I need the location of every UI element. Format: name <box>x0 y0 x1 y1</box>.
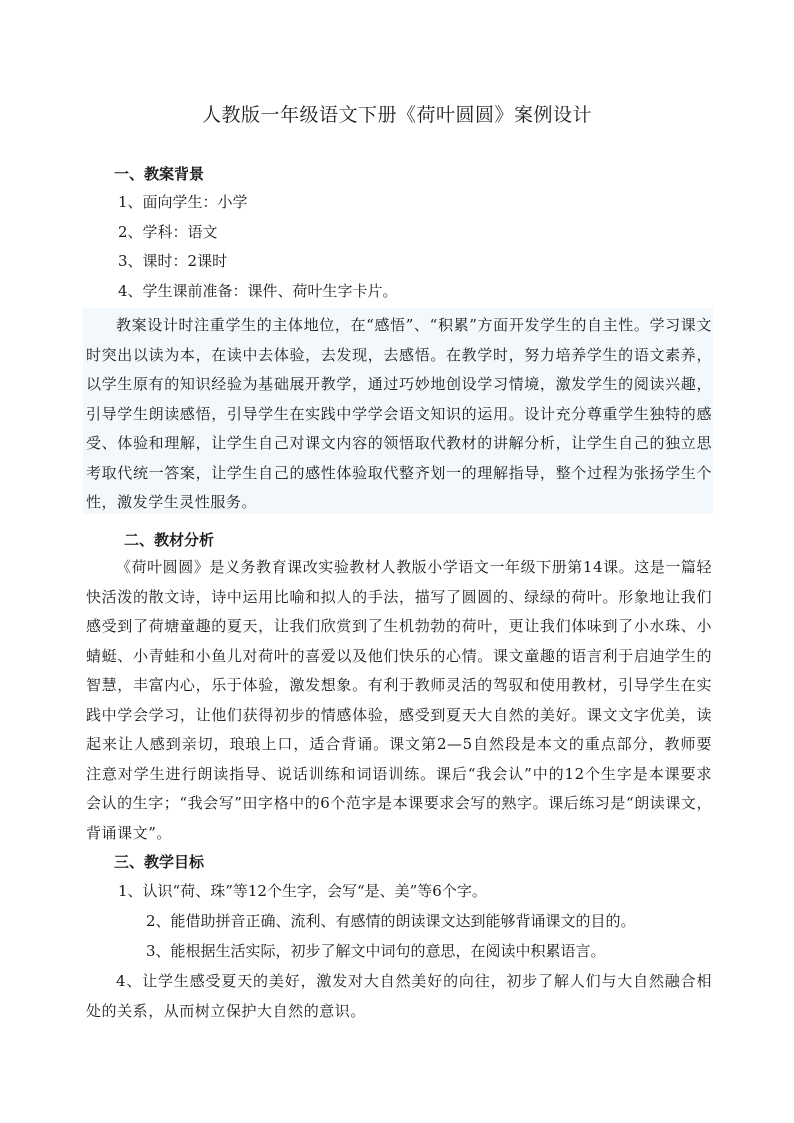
list-item-periods: 3、课时：2课时 <box>118 252 228 270</box>
teaching-goal-3: 3、能根据生活实际，初步了解文中词句的意思，在阅读中积累语言。 <box>146 942 606 960</box>
section-heading-teaching-goals: 三、教学目标 <box>114 853 205 871</box>
teaching-goal-4: 4、让学生感受夏天的美好，激发对大自然美好的向往，初步了解人们与大自然融合相处的关系，从而树立保护大自然的意识。 <box>86 972 712 1020</box>
section-heading-background: 一、教案背景 <box>114 165 205 183</box>
list-item-subject: 2、学科：语文 <box>118 223 218 241</box>
page-title: 人教版一年级语文下册《荷叶圆圆》案例设计 <box>201 104 592 126</box>
material-analysis-paragraph: 《荷叶圆圆》是义务教育课改实验教材人教版小学语文一年级下册第14课。这是一篇轻快活泼的散文诗，诗中运用比喻和拟人的手法，描写了圆圆的、绿绿的荷叶。形象地让我们感受到了荷塘童趣的夏天，让我们欣赏到了生机勃勃的荷叶，更让我们体味到了小水珠、小蜻蜓、小青蛙和小鱼儿对荷叶的喜爱以及他们快乐的心情。课文童趣的语言利于启迪学生的智慧，丰富内心，乐于体验，激发想象。有利于教师灵活的驾驭和使用教材，引导学生在实践中学会学习，让他们获得初步的情感体验，感受到夏天大自然的美好。课文文字优美，读起来让人感到亲切，琅琅上口，适合背诵。课文第2—5自然段是本文的重点部分，教师要注意对学生进行朗读指导、说话训练和词语训练。课后“我会认”中的12个生字是本课要求会认的生字；“我会写”田字格中的6个范字是本课要求会写的熟字。课后练习是“朗读课文，背诵课文”。 <box>86 558 712 842</box>
section-heading-material-analysis: 二、教材分析 <box>124 531 215 549</box>
list-item-preparation: 4、学生课前准备：课件、荷叶生字卡片。 <box>118 282 398 300</box>
teaching-goal-2: 2、能借助拼音正确、流利、有感情的朗读课文达到能够背诵课文的目的。 <box>146 912 636 930</box>
design-paragraph: 教案设计时注重学生的主体地位，在“感悟”、“积累”方面开发学生的自主性。学习课文时突出以读为本，在读中去体验，去发现，去感悟。在教学时，努力培养学生的语文素养，以学生原有的知识经验为基础展开教学，通过巧妙地创设学习情境，激发学生的阅读兴趣，引导学生朗读感悟，引导学生在实践中学学会语文知识的运用。设计充分尊重学生独特的感受、体验和理解，让学生自己对课文内容的领悟取代教材的讲解分析，让学生自己的独立思考取代统一答案，让学生自己的感性体验取代整齐划一的理解指导，整个过程为张扬学生个性，激发学生灵性服务。 <box>86 316 712 511</box>
list-item-audience: 1、面向学生：小学 <box>118 193 248 211</box>
teaching-goal-1: 1、认识“荷、珠”等12个生字，会写“是、美”等6个字。 <box>118 882 487 900</box>
